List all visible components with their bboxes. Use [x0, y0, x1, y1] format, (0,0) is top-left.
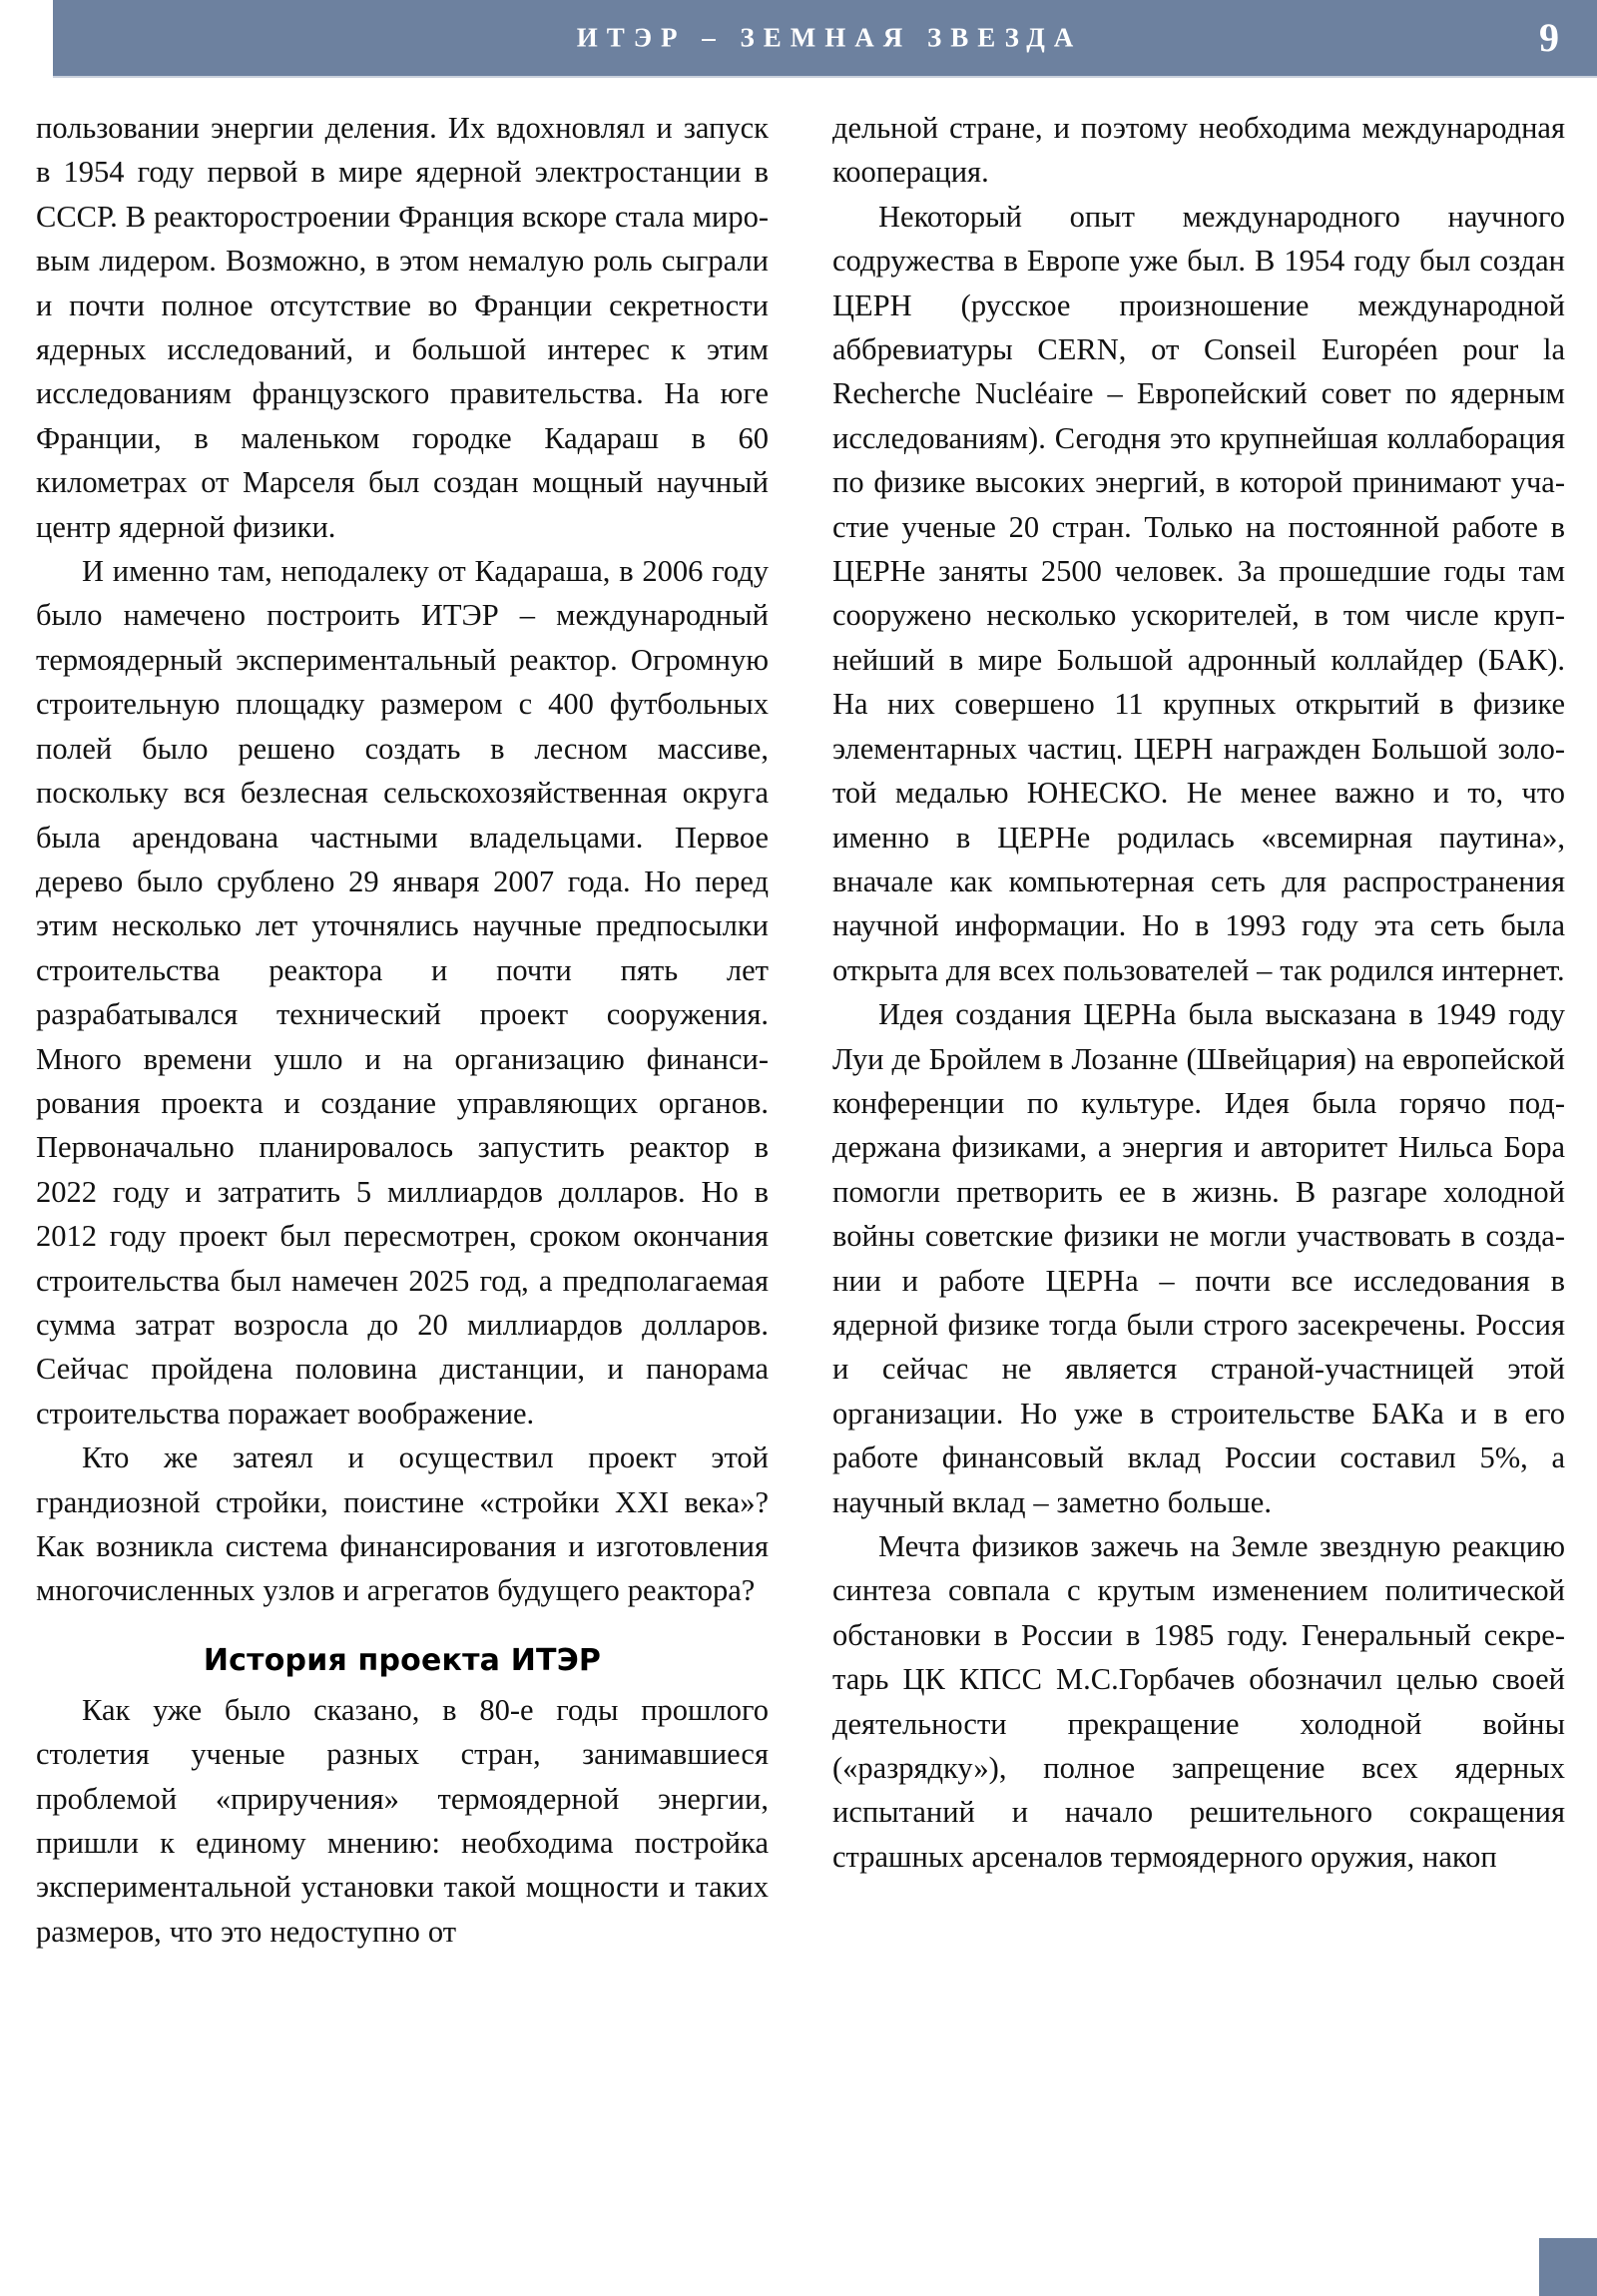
- right-column: [832, 106, 1565, 1879]
- paragraph: Кто же затеял и осуществил проект этой грандиозной стройки, поистине «стройки XXI века»? Как возникла система финансирования и изготовления многочисленных узлов и агрегатов будущего реактора?: [36, 1440, 769, 1608]
- paragraph: пользовании энергии деления. Их вдохновлял и запуск в 1954 году первой в мире ядерной электростанции в СССР. В реакторостроении Франция вскоре стала мировым лидером. Возможно, в этом немалую роль сыграли и почти полное отсутствие во Франции секретности ядерных исследований, и большой интерес к этим исследованиям французского правительства. На юге Франции, в маленьком городке Кадараш в 60 километрах от Марселя был создан мощный научный центр ядерной физики.: [36, 111, 769, 544]
- paragraph: Как уже было сказано, в 80-е годы прошлого столетия ученые разных стран, занимавшиеся проблемой «приручения» термоядерной энергии, пришли к единому мнению: необходима постройка экспериментальной установки такой мощности и таких размеров, что это недоступно от: [36, 1692, 769, 1949]
- paragraph: И именно там, неподалеку от Кадараша, в 2006 году было намечено построить ИТЭР – международный термоядерный экспериментальный реактор. Огромную строительную площадку размером с 400 футбольных полей было решено создать в лесном массиве, поскольку вся безлесная сельскохозяйственная округа была арендована частными владельцами. Первое дерево было срублено 29 января 2007 года. Но перед этим несколько лет уточнялись научные предпосылки строительства реактора и почти пять лет разрабатывался технический проект сооружения. Много времени ушло и на организацию финансирования проекта и создание управляющих органов. Первоначально планировалось запустить реактор в 2022 году и затратить 5 миллиардов долларов. Но в 2012 году проект был пересмотрен, сроком окончания строительства был намечен 2025 год, а предполагаемая сумма затрат возросла до 20 миллиардов долларов. Сейчас пройдена половина дистанции, и панорама строительства поражает воображение.: [36, 554, 769, 1431]
- paragraph: Идея создания ЦЕРНа была высказана в 1949 году Луи де Бройлем в Лозанне (Швейцария) на европейской конференции по культуре. Идея была горячо поддержана физиками, а энергия и авторитет Нильса Бора помогли претворить ее в жизнь. В разгаре холодной войны советские физики не могли участвовать в создании и работе ЦЕРНа – почти все исследования в ядерной физике тогда были строго засекречены. Россия и сейчас не является страной-участницей этой организации. Но уже в строительстве БАКа и в его работе финансовый вклад России составил 5%, а научный вклад – заметно больше.: [832, 997, 1565, 1519]
- article-body: [36, 106, 1565, 1954]
- page-running-head: [53, 0, 1597, 76]
- running-head-title: ИТЭР – ЗЕМНАЯ ЗВЕЗДА: [576, 22, 1083, 53]
- section-heading: История проекта ИТЭР: [203, 1642, 602, 1678]
- page-number: 9: [1539, 15, 1559, 60]
- paragraph: дельной стране, и поэтому необходима международная кооперация.: [832, 111, 1565, 190]
- footer-decorative-mark: [1539, 2238, 1597, 2296]
- left-column: [36, 106, 769, 1954]
- paragraph: Мечта физиков зажечь на Земле звездную реакцию синтеза совпала с крутым изменением политической обстановки в России в 1985 году. Генеральный секретарь ЦК КПСС М.С.Горбачев обозначил целью своей деятельности прекращение холодной войны («разрядку»), полное запрещение всех ядерных испытаний и начало решительного сокращения страшных арсеналов термоядерного оружия, накоп: [832, 1529, 1565, 1874]
- paragraph: Некоторый опыт международного научного содружества в Европе уже был. В 1954 году был создан ЦЕРН (русское произношение международной аббревиатуры CERN, от Conseil Européen pour la Recherche Nucléaire – Европейский совет по ядерным исследованиям). Сегодня это крупнейшая коллаборация по физике высоких энергий, в которой принимают участие ученые 20 стран. Только на постоянной работе в ЦЕРНе заняты 2500 человек. За прошедшие годы там сооружено несколько ускорителей, в том числе крупнейший в мире Большой адронный коллайдер (БАК). На них совершено 11 крупных открытий в физике элементарных частиц. ЦЕРН награжден Большой золотой медалью ЮНЕСКО. Не менее важно и то, что именно в ЦЕРНе родилась «всемирная паутина», вначале как компьютерная сеть для распространения научной информации. Но в 1993 году эта сеть была открыта для всех пользователей – так родился интернет.: [832, 199, 1565, 987]
